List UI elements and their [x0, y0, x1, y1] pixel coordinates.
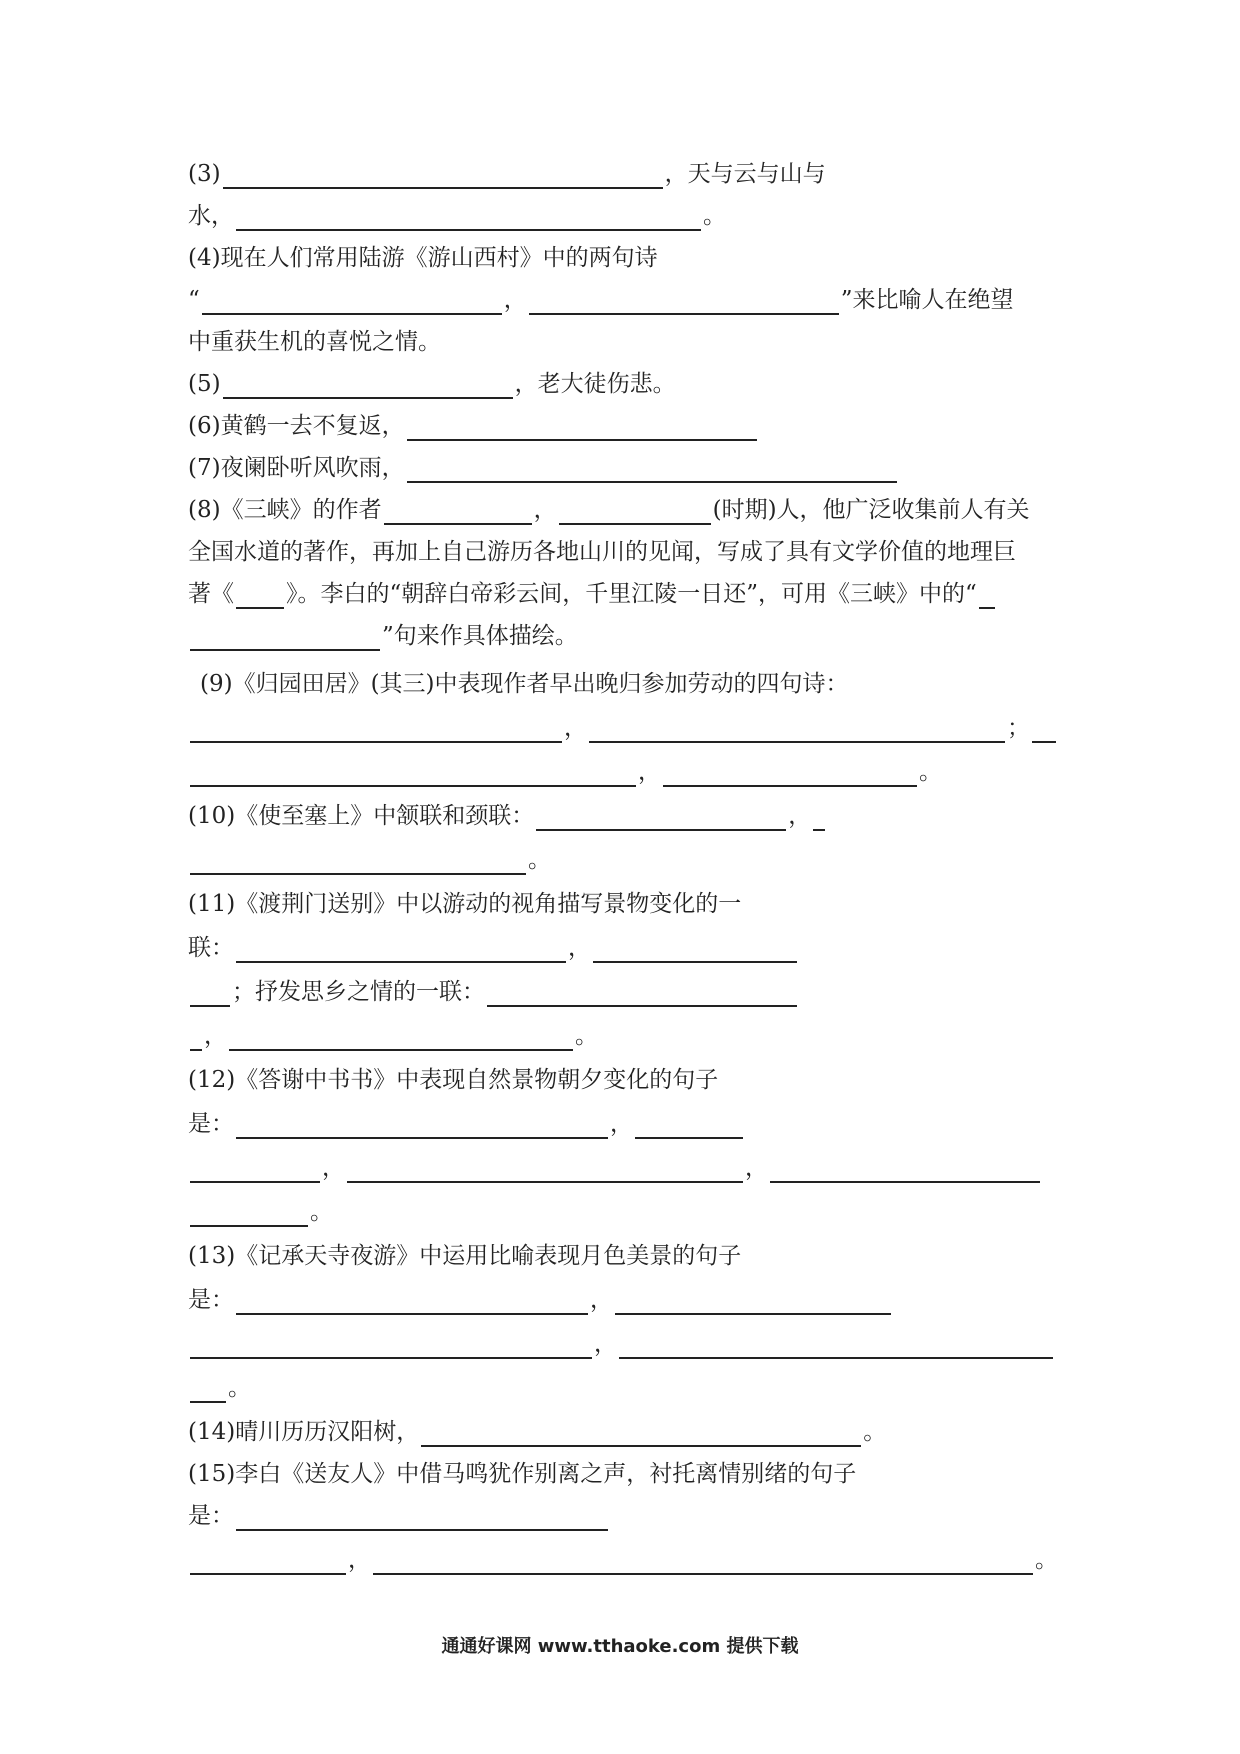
q3-line2: 水， 。: [188, 203, 726, 229]
answer-blank[interactable]: [529, 313, 839, 315]
answer-blank[interactable]: [373, 1573, 1033, 1575]
q4-line2: “ ， ”来比喻人在绝望: [188, 287, 1014, 313]
answer-blank[interactable]: [407, 481, 897, 483]
q15-line2: 是：: [188, 1496, 610, 1536]
answer-blank[interactable]: [236, 1529, 608, 1531]
answer-blank[interactable]: [487, 1005, 797, 1007]
q8-line3: 著《 》。李白的“朝辞白帝彩云间，千里江陵一日还”，可用《三峡》中的“: [188, 574, 997, 614]
answer-blank[interactable]: [236, 1313, 588, 1315]
q13-line3: ，: [188, 1324, 1055, 1364]
q11-line3: ；抒发思乡之情的一联：: [188, 972, 799, 1012]
answer-blank[interactable]: [229, 1049, 573, 1051]
q9-line3: ， 。: [188, 752, 942, 792]
answer-blank[interactable]: [202, 313, 502, 315]
answer-blank[interactable]: [190, 1049, 202, 1051]
answer-blank[interactable]: [589, 741, 1005, 743]
q12-line4: 。: [188, 1192, 333, 1232]
q15-line1: (15)李白《送友人》中借马鸣犹作别离之声，衬托离情别绪的句子: [188, 1461, 857, 1487]
answer-blank[interactable]: [236, 607, 284, 609]
answer-blank[interactable]: [407, 439, 757, 441]
answer-blank[interactable]: [236, 229, 701, 231]
q10-line1: (10)《使至塞上》中颔联和颈联： ，: [188, 796, 827, 836]
q6-line: (6)黄鹤一去不复返，: [188, 406, 759, 446]
answer-blank[interactable]: [223, 187, 663, 189]
answer-blank[interactable]: [223, 397, 513, 399]
answer-blank[interactable]: [190, 1401, 226, 1403]
q11-line4: ， 。: [188, 1016, 598, 1056]
answer-blank[interactable]: [190, 1573, 346, 1575]
q8-line4: ”句来作具体描绘。: [188, 616, 578, 656]
q4-line1: (4)现在人们常用陆游《游山西村》中的两句诗: [188, 245, 658, 271]
q13-line4: 。: [188, 1368, 251, 1408]
q5-line: (5) ，老大徒伤悲。: [188, 371, 676, 397]
answer-blank[interactable]: [615, 1313, 891, 1315]
answer-blank[interactable]: [190, 1181, 320, 1183]
q10-line2: 。: [188, 840, 551, 880]
q13-line1: (13)《记承天寺夜游》中运用比喻表现月色美景的句子: [188, 1243, 742, 1269]
answer-blank[interactable]: [190, 649, 380, 651]
page-footer: 通通好课网 www.tthaoke.com 提供下载: [441, 1636, 799, 1657]
q13-line2: 是： ，: [188, 1280, 893, 1320]
q9-line1: (9)《归园田居》(其三)中表现作者早出晚归参加劳动的四句诗：: [200, 671, 849, 697]
answer-blank[interactable]: [559, 523, 711, 525]
q11-line2: 联： ，: [188, 928, 799, 968]
q11-line1: (11)《渡荆门送别》中以游动的视角描写景物变化的一: [188, 891, 742, 917]
answer-blank[interactable]: [190, 1005, 230, 1007]
q12-line3: ， ，: [188, 1148, 1042, 1188]
q3-line1: (3) ，天与云与山与: [188, 161, 826, 187]
answer-blank[interactable]: [384, 523, 532, 525]
q9-line2: ， ；: [188, 708, 1058, 748]
answer-blank[interactable]: [190, 785, 636, 787]
q12-line2: 是： ，: [188, 1104, 745, 1144]
answer-blank[interactable]: [813, 829, 825, 831]
q7-line: (7)夜阑卧听风吹雨，: [188, 448, 899, 488]
answer-blank[interactable]: [236, 1137, 608, 1139]
answer-blank[interactable]: [190, 1357, 592, 1359]
q8-line1: (8)《三峡》的作者 ， (时期)人，他广泛收集前人有关: [188, 497, 1030, 523]
q4-line3: 中重获生机的喜悦之情。: [188, 329, 441, 355]
q12-line1: (12)《答谢中书书》中表现自然景物朝夕变化的句子: [188, 1067, 719, 1093]
answer-blank[interactable]: [347, 1181, 743, 1183]
answer-blank[interactable]: [536, 829, 786, 831]
q15-line3: ， 。: [188, 1540, 1058, 1580]
q8-line2: 全国水道的著作，再加上自己游历各地山川的见闻，写成了具有文学价值的地理巨: [188, 539, 1016, 565]
answer-blank[interactable]: [421, 1445, 861, 1447]
answer-blank[interactable]: [190, 741, 562, 743]
answer-blank[interactable]: [190, 1225, 308, 1227]
answer-blank[interactable]: [619, 1357, 1053, 1359]
answer-blank[interactable]: [236, 961, 566, 963]
answer-blank[interactable]: [593, 961, 797, 963]
q14-line: (14)晴川历历汉阳树， 。: [188, 1419, 887, 1445]
answer-blank[interactable]: [770, 1181, 1040, 1183]
answer-blank[interactable]: [979, 607, 995, 609]
answer-blank[interactable]: [635, 1137, 743, 1139]
answer-blank[interactable]: [1032, 741, 1056, 743]
answer-blank[interactable]: [190, 873, 526, 875]
answer-blank[interactable]: [663, 785, 917, 787]
